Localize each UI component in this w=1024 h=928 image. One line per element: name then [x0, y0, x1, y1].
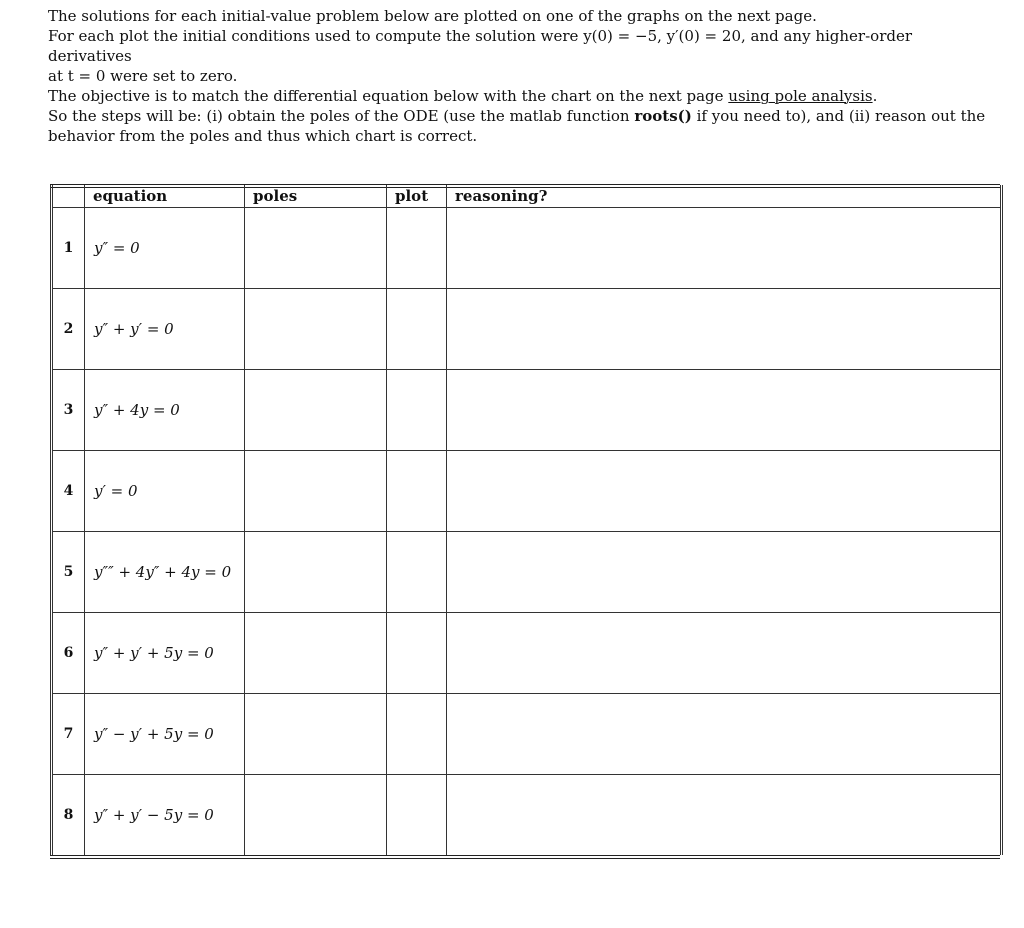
row-number: 4 — [52, 451, 85, 532]
table-header-row — [52, 185, 1002, 208]
answer-table-frame — [50, 184, 1000, 859]
plot-cell[interactable] — [387, 451, 447, 532]
row-number: 7 — [52, 694, 85, 775]
intro-paragraph — [48, 6, 988, 86]
reasoning-cell[interactable] — [447, 208, 1002, 289]
header-reasoning: reasoning? — [447, 185, 1002, 208]
plot-cell[interactable] — [387, 532, 447, 613]
header-plot: plot — [387, 185, 447, 208]
equation-cell: y″ + y′ − 5y = 0 — [85, 775, 245, 856]
intro-line-3: at t = 0 were set to zero. — [48, 67, 238, 85]
table-row — [52, 532, 1002, 613]
equation-cell: y″″ + 4y″ + 4y = 0 — [85, 532, 245, 613]
row-number: 3 — [52, 370, 85, 451]
row-number: 1 — [52, 208, 85, 289]
table-row — [52, 694, 1002, 775]
reasoning-cell[interactable] — [447, 289, 1002, 370]
table-row — [52, 208, 1002, 289]
table-row — [52, 370, 1002, 451]
equation-cell: y″ + y′ = 0 — [85, 289, 245, 370]
plot-cell[interactable] — [387, 289, 447, 370]
poles-cell[interactable] — [245, 532, 387, 613]
table-row — [52, 289, 1002, 370]
objective-line-2-end: if you need to), and (ii) reason out the — [691, 107, 986, 125]
intro-line-1: The solutions for each initial-value problem below are plotted on one of the graphs on the next page. — [48, 7, 817, 25]
answer-table — [50, 185, 1003, 855]
equation-cell: y″ = 0 — [85, 208, 245, 289]
objective-line-1-end: . — [872, 87, 878, 105]
poles-cell[interactable] — [245, 370, 387, 451]
objective-paragraph — [48, 86, 988, 146]
plot-cell[interactable] — [387, 775, 447, 856]
row-number: 8 — [52, 775, 85, 856]
reasoning-cell[interactable] — [447, 370, 1002, 451]
table-row — [52, 613, 1002, 694]
reasoning-cell[interactable] — [447, 613, 1002, 694]
poles-cell[interactable] — [245, 613, 387, 694]
poles-cell[interactable] — [245, 775, 387, 856]
plot-cell[interactable] — [387, 694, 447, 775]
reasoning-cell[interactable] — [447, 775, 1002, 856]
equation-cell: y′ = 0 — [85, 451, 245, 532]
reasoning-cell[interactable] — [447, 532, 1002, 613]
reasoning-cell[interactable] — [447, 451, 1002, 532]
header-equation: equation — [85, 185, 245, 208]
intro-line-2: For each plot the initial conditions used to compute the solution were y(0) = −5, y′(0) = 20, and any higher-order derivatives — [48, 27, 913, 65]
equation-cell: y″ + y′ + 5y = 0 — [85, 613, 245, 694]
objective-line-2-start: So the steps will be: (i) obtain the poles of the ODE (use the matlab function — [48, 107, 635, 125]
pole-analysis-text: using pole analysis — [728, 87, 873, 105]
roots-function-name: roots() — [634, 107, 692, 125]
poles-cell[interactable] — [245, 694, 387, 775]
row-number: 5 — [52, 532, 85, 613]
poles-cell[interactable] — [245, 451, 387, 532]
table-row — [52, 451, 1002, 532]
plot-cell[interactable] — [387, 208, 447, 289]
table-row — [52, 775, 1002, 856]
poles-cell[interactable] — [245, 289, 387, 370]
objective-line-3: behavior from the poles and thus which chart is correct. — [48, 127, 478, 145]
row-number: 2 — [52, 289, 85, 370]
objective-line-1-start: The objective is to match the differential equation below with the chart on the next page — [48, 87, 729, 105]
equation-cell: y″ − y′ + 5y = 0 — [85, 694, 245, 775]
header-number — [52, 185, 85, 208]
header-poles: poles — [245, 185, 387, 208]
plot-cell[interactable] — [387, 370, 447, 451]
reasoning-cell[interactable] — [447, 694, 1002, 775]
equation-cell: y″ + 4y = 0 — [85, 370, 245, 451]
plot-cell[interactable] — [387, 613, 447, 694]
poles-cell[interactable] — [245, 208, 387, 289]
row-number: 6 — [52, 613, 85, 694]
